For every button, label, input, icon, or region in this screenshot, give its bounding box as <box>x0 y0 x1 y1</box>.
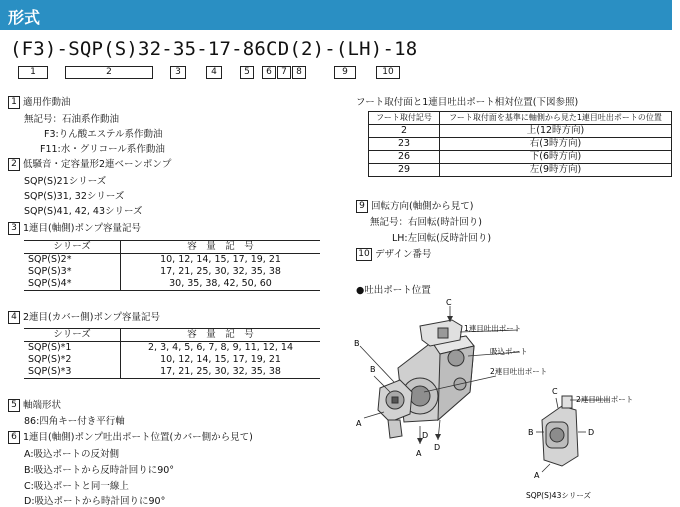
table-row <box>24 254 320 267</box>
port-diagram <box>340 296 670 504</box>
sec3-table <box>24 240 320 291</box>
code-box-4: 4 <box>206 66 222 79</box>
series-cell: SQP(S)3* <box>24 266 121 278</box>
capacity-cell: 17, 21, 25, 30, 32, 35, 38 <box>160 266 281 277</box>
sec6-heading <box>8 429 253 444</box>
sec1-heading <box>8 94 71 109</box>
sec9-number: 9 <box>356 200 368 213</box>
code-box-2: 2 <box>65 66 153 79</box>
label-B-main: B <box>354 339 360 348</box>
sec9-title: 回転方向(軸側から見て) <box>371 201 474 212</box>
label-suction: 吸込ポート <box>490 347 528 356</box>
capacity-cell: 10, 12, 14, 15, 17, 19, 21 <box>160 354 281 365</box>
label-C-main: C <box>446 298 452 307</box>
label-D-main: D <box>422 431 429 440</box>
sec4-number: 4 <box>8 311 20 324</box>
col-header-capacity: 容 量 記 号 <box>121 329 321 342</box>
sec3-number: 3 <box>8 222 20 235</box>
capacity-cell: 10, 12, 14, 15, 17, 19, 21 <box>160 254 281 265</box>
sec10-heading <box>356 246 431 261</box>
sec1-line-1: 無記号：石油系作動油 <box>24 114 120 125</box>
capacity-cell: 17, 21, 25, 30, 32, 35, 38 <box>121 366 321 379</box>
sec6-line-3: C:吸込ポートと同一線上 <box>24 481 129 492</box>
pump-illustration <box>378 320 474 438</box>
sec6-number: 6 <box>8 431 20 444</box>
sec1-line-3: F11:水・グリコール系作動油 <box>40 144 165 155</box>
sec9-line-2: LH:左回転(反時計回り) <box>392 233 492 244</box>
series-cell: SQP(S)*3 <box>24 366 121 379</box>
sec5-title: 軸端形状 <box>23 400 62 411</box>
sec9-line-1: 無記号：右回転(時計回り) <box>370 217 482 228</box>
sec4-table <box>24 328 320 379</box>
code-box-8: 8 <box>292 66 306 79</box>
code-box-1: 1 <box>18 66 48 79</box>
sec2-line-3: SQP(S)41, 42, 43シリーズ <box>24 206 143 217</box>
label-B-small: B <box>528 428 534 437</box>
table-row <box>369 125 672 138</box>
code-box-6: 6 <box>262 66 276 79</box>
table-header-row <box>369 112 672 125</box>
diagram-title: ●吐出ポート位置 <box>356 285 431 296</box>
foot-code-cell: 29 <box>369 164 440 177</box>
col-header-series: シリーズ <box>24 329 121 342</box>
foot-title: フート取付面と1連目吐出ポート相対位置(下図参照) <box>356 97 579 108</box>
title-bar <box>0 0 672 30</box>
label-second-out-small: 2連目吐出ポート <box>576 395 634 404</box>
capacity-cell: 30, 35, 38, 42, 50, 60 <box>121 278 321 291</box>
diagram-caption: SQP(S)43シリーズ <box>526 491 591 500</box>
foot-code-cell: 2 <box>369 125 440 138</box>
series-cell: SQP(S)4* <box>24 278 121 291</box>
col-header-series: シリーズ <box>24 241 121 254</box>
label-first-out: 1連目吐出ポート <box>464 324 522 333</box>
label-A-main: A <box>356 419 362 428</box>
sec6-title: 1連目(軸側)ポンプ吐出ポート位置(カバー側から見て) <box>23 432 253 443</box>
label-A-second: A <box>416 449 422 458</box>
code-box-9: 9 <box>334 66 356 79</box>
label-B-second: B <box>370 365 376 374</box>
sec3-heading <box>8 220 141 235</box>
sec5-heading <box>8 397 61 412</box>
sec6-line-4: D:吸込ポートから時計回りに90° <box>24 496 166 507</box>
foot-table <box>368 111 672 177</box>
position-cell: 右(3時方向) <box>440 138 672 151</box>
series-cell: SQP(S)*2 <box>24 354 121 366</box>
position-cell: 左(9時方向) <box>440 164 672 177</box>
table-row <box>24 354 320 366</box>
position-cell: 上(12時方向) <box>440 125 672 138</box>
table-row <box>24 266 320 278</box>
label-C-small: C <box>552 387 558 396</box>
sec4-title: 2連目(カバー側)ポンプ容量記号 <box>23 312 160 323</box>
table-header-row <box>24 241 320 254</box>
small-pump-illustration <box>542 396 578 466</box>
foot-code-cell: 26 <box>369 151 440 164</box>
code-box-3: 3 <box>170 66 186 79</box>
sec1-number: 1 <box>8 96 20 109</box>
table-row <box>24 342 320 355</box>
table-row <box>369 151 672 164</box>
code-box-10: 10 <box>376 66 400 79</box>
sec5-number: 5 <box>8 399 20 412</box>
sec2-number: 2 <box>8 158 20 171</box>
table-row <box>369 138 672 151</box>
page-title: 形式 <box>8 8 41 27</box>
sec10-title: デザイン番号 <box>375 249 432 260</box>
col-header-capacity: 容 量 記 号 <box>121 241 321 254</box>
table-row <box>369 164 672 177</box>
sec3-title: 1連目(軸側)ポンプ容量記号 <box>23 223 141 234</box>
series-cell: SQP(S)2* <box>24 254 121 267</box>
sec1-title: 適用作動油 <box>23 97 71 108</box>
col-header-port-position: フート取付面を基準に軸側から見た1連目吐出ポートの位置 <box>440 112 672 125</box>
code-box-5: 5 <box>240 66 254 79</box>
sec2-line-1: SQP(S)21シリーズ <box>24 176 107 187</box>
sec1-line-2: F3:りん酸エステル系作動油 <box>44 129 163 140</box>
table-row <box>24 366 320 379</box>
sec6-line-1: A:吸込ポートの反対側 <box>24 449 120 460</box>
col-header-foot-code: フート取付記号 <box>369 112 440 125</box>
sec2-title: 低騒音・定容量形2連ベーンポンプ <box>23 159 172 170</box>
position-cell: 下(6時方向) <box>440 151 672 164</box>
sec9-heading <box>356 198 473 213</box>
series-cell: SQP(S)*1 <box>24 342 121 355</box>
label-A-small: A <box>534 471 540 480</box>
label-D-small: D <box>588 428 595 437</box>
capacity-cell: 2, 3, 4, 5, 6, 7, 8, 9, 11, 12, 14 <box>147 342 293 353</box>
code-box-7: 7 <box>277 66 291 79</box>
label-D-second: D <box>434 443 441 452</box>
sec10-number: 10 <box>356 248 372 261</box>
foot-code-cell: 23 <box>369 138 440 151</box>
table-header-row <box>24 329 320 342</box>
sec4-heading <box>8 309 160 324</box>
label-second-out: 2連目吐出ポート <box>490 367 548 376</box>
sec2-heading <box>8 156 171 171</box>
table-row <box>24 278 320 291</box>
sec5-line-1: 86:四角キー付き平行軸 <box>24 416 125 427</box>
sec2-line-2: SQP(S)31, 32シリーズ <box>24 191 125 202</box>
sec6-line-2: B:吸込ポートから反時計回りに90° <box>24 465 175 476</box>
model-code: (F3)-SQP(S)32-35-17-86CD(2)-(LH)-18 <box>10 38 418 60</box>
